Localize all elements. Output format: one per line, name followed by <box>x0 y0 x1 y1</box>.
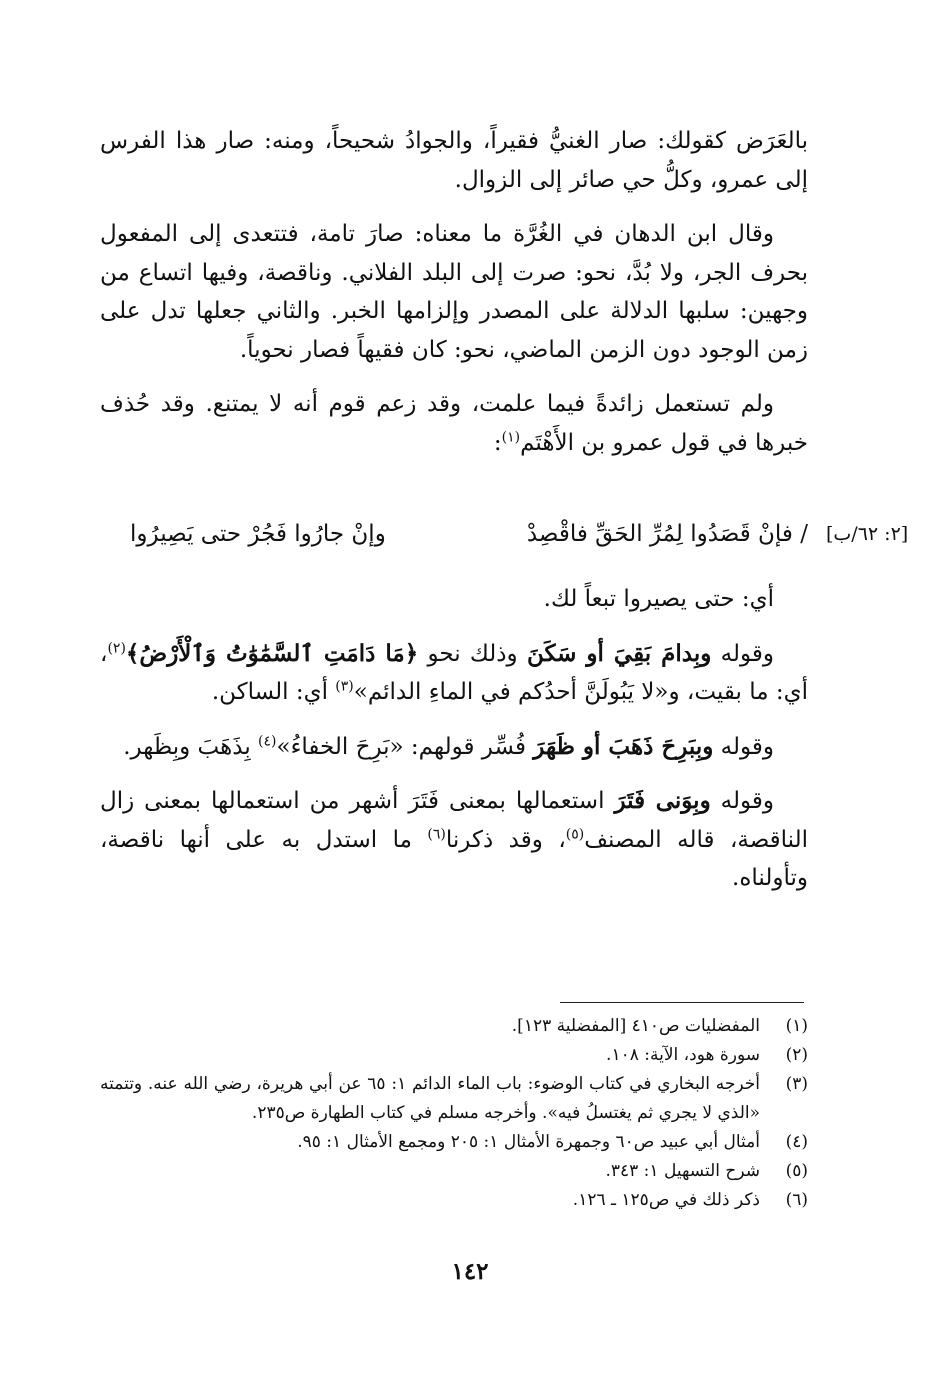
footnote-number: (٦) <box>785 1190 808 1210</box>
paragraph-4 <box>100 580 808 619</box>
footnote-4 <box>100 1128 808 1157</box>
paragraph-3-tail: : <box>493 429 502 456</box>
footnote-separator <box>560 1002 804 1003</box>
footnote-number: (٣) <box>785 1074 808 1094</box>
footnote-6 <box>100 1186 808 1215</box>
paragraph-7-lead: وقوله <box>710 788 774 814</box>
footnote-text: سورة هود، الآية: ١٠٨. <box>606 1045 760 1065</box>
paragraph-6-mid: فُسِّر قولهم: «بَرِحَ الخفاءُ» <box>276 733 534 760</box>
paragraph-7-rest: ، وقد ذكرنا <box>445 826 566 853</box>
paragraph-5-tail: أي: الساكن. <box>211 679 336 705</box>
paragraph-1-text: بالعَرَض كقولك: صار الغنيُّ فقيراً، والجوادُ شحيحاً، ومنه: صار هذا الفرس إلى عمرو، وكلُّ حي صائر إلى الزوال. <box>100 128 808 193</box>
quran-quote: ﴿مَا دَامَتِ ٱلسَّمَٰوَٰتُ وَٱلْأَرْضُ﴾ <box>125 639 419 667</box>
footnote-number: (٥) <box>785 1161 808 1181</box>
paragraph-5-mid: وذلك نحو <box>418 640 527 667</box>
footnote-ref-3: (٣) <box>335 678 354 695</box>
paragraph-3-text: ولم تستعمل زائدةً فيما علمت، وقد زعم قوم أنه لا يمتنع. وقد حُذف خبرها في قول عمرو بن الأَهْتَم <box>100 391 808 456</box>
footnote-2 <box>100 1041 808 1070</box>
paragraph-2 <box>100 215 808 369</box>
footnote-text: أمثال أبي عبيد ص٦٠ وجمهرة الأمثال ١: ٢٠٥ ومجمع الأمثال ١: ٩٥. <box>297 1132 760 1152</box>
poetry-verse <box>100 521 808 561</box>
paragraph-2-text: وقال ابن الدهان في الغُرَّة ما معناه: صارَ تامة، فتتعدى إلى المفعول بحرف الجر، ولا بُدَّ، نحو: صرت إلى البلد الفلاني. وناقصة، وفيها اتساع من وجهين: سلبها الدلالة على المصدر وإلزامها الخبر. والثاني جعلها تدل على زمن الوجود دون الزمن الماضي، نحو: كان فقيهاً فصار نحوياً. <box>100 221 808 363</box>
paragraph-3 <box>100 385 808 462</box>
footnotes <box>100 1012 808 1215</box>
footnote-number: (٤) <box>785 1132 808 1152</box>
footnote-text: أخرجه البخاري في كتاب الوضوء: باب الماء الدائم ١: ٦٥ عن أبي هريرة، رضي الله عنه. وتتمته «الذي لا يجري ثم يغتسلُ فيه». وأخرجه مسلم في كتاب الطهارة ص٢٣٥. <box>100 1074 760 1123</box>
manuscript-folio-ref: [٢: ٦٢/ب] <box>826 523 909 545</box>
footnote-number: (١) <box>785 1016 808 1036</box>
main-text-lower <box>100 580 808 914</box>
paragraph-6-bold-term: وبِبَرِحَ ذَهَبَ أو ظَهَرَ <box>533 732 714 760</box>
footnote-3 <box>100 1070 808 1128</box>
paragraph-6-tail: بِذَهَبَ وبِظَهر. <box>123 733 259 760</box>
paragraph-4-text: أي: حتى يصيروا تبعاً لك. <box>543 586 774 612</box>
footnote-5 <box>100 1157 808 1186</box>
footnote-ref-5: (٥) <box>565 825 585 842</box>
footnote-ref-4: (٤) <box>258 732 277 749</box>
main-text-upper <box>100 122 808 478</box>
paragraph-1 <box>100 122 808 199</box>
paragraph-7-tail: ما استدل به على أنها ناقصة، وتأولناه. <box>100 826 808 891</box>
paragraph-5-bold-term: وبِدامَ بَقِيَ أو سَكَنَ <box>526 639 712 667</box>
footnote-text: ذكر ذلك في ص١٢٥ ـ ١٢٦. <box>572 1190 760 1210</box>
paragraph-5 <box>100 635 808 712</box>
paragraph-6 <box>100 728 808 767</box>
paragraph-5-lead: وقوله <box>711 640 774 667</box>
footnote-ref-6: (٦) <box>427 825 446 842</box>
footnote-ref-2: (٢) <box>107 639 126 656</box>
paragraph-7-mid: استعمالها بمعنى فَتَرَ أشهر من استعمالها بمعنى زال الناقصة، قاله المصنف <box>100 788 808 853</box>
paragraph-5-rest: ، أي: ما بقيت، و«لا يَبُولَنَّ أحدُكم في الماءِ الدائم» <box>100 640 808 705</box>
footnote-number: (٢) <box>785 1045 808 1065</box>
verse-first-hemistich: / فإنْ قَصَدُوا لِمُرِّ الحَقِّ فاقْصِدْ <box>526 521 808 547</box>
paragraph-7-bold-term: وبِوَنى فَتَرَ <box>614 787 711 814</box>
paragraph-7 <box>100 782 808 898</box>
footnote-1 <box>100 1012 808 1041</box>
footnote-text: المفضليات ص٤١٠ [المفضلية ١٢٣]. <box>511 1016 760 1036</box>
footnote-text: شرح التسهيل ١: ٣٤٣. <box>605 1161 760 1181</box>
footnote-ref-1: (١) <box>501 428 521 445</box>
page-number: ١٤٢ <box>451 1258 489 1285</box>
verse-second-hemistich: وإنْ جارُوا فَجُرْ حتى يَصِيرُوا <box>130 521 386 547</box>
paragraph-6-lead: وقوله <box>713 733 774 760</box>
